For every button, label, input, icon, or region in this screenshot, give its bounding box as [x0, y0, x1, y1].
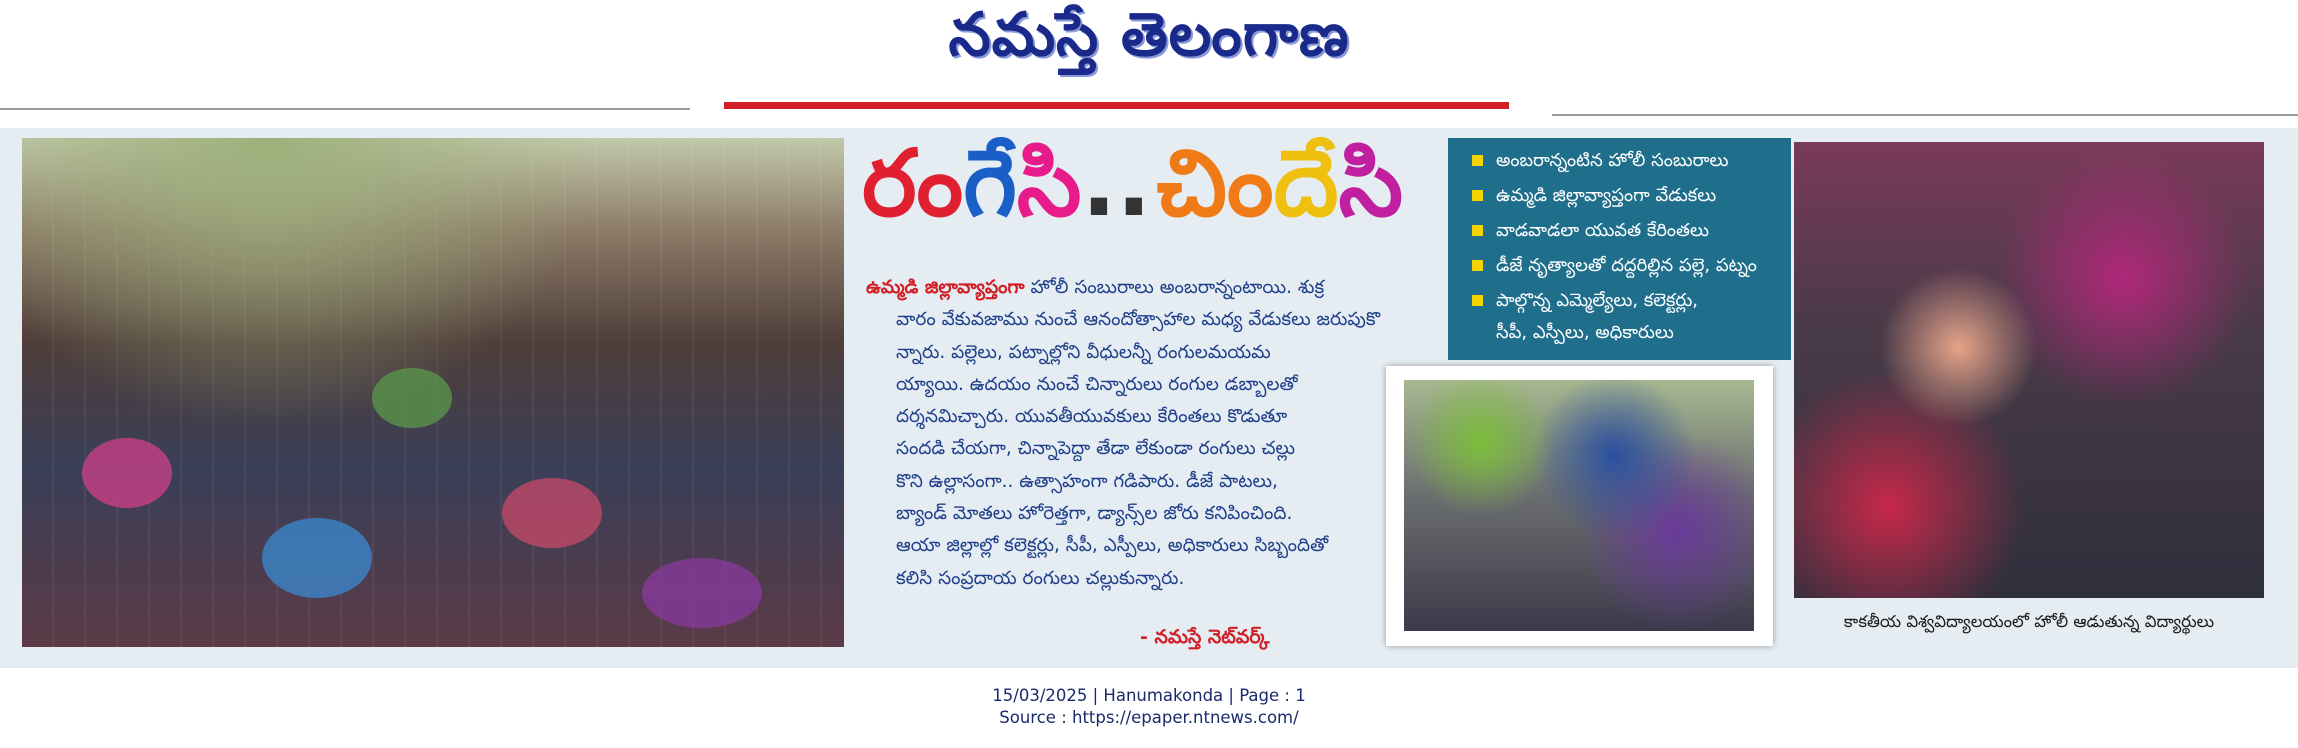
color-splash: [262, 518, 372, 598]
highlight-item: [1472, 253, 1757, 279]
bullet-square-icon: [1472, 155, 1483, 166]
highlight-text: సీపీ, ఎస్పీలు, అధికారులు: [1496, 322, 1674, 343]
divider-red: [724, 102, 1509, 109]
highlight-item-continued: [1496, 320, 1674, 346]
headline-part: గే: [963, 130, 1017, 237]
masthead: [0, 0, 2298, 110]
color-splash: [372, 368, 452, 428]
footer-source: Source : https://epaper.ntnews.com/: [999, 708, 1299, 727]
color-splash: [642, 558, 762, 628]
article-line: న్నారు. పల్లెలు, పట్నాల్లోని వీధులన్నీ రంగులమయమ: [896, 341, 1271, 363]
divider-left: [0, 108, 690, 110]
article-line: బ్యాండ్ మోతలు హోరెత్తగా, డ్యాన్స్‌ల జోరు కనిపించింది.: [896, 503, 1293, 525]
headline-part: దే: [1273, 130, 1339, 237]
headline-part: సి: [1338, 130, 1404, 237]
byline: - నమస్తే నెట్‌వర్క్: [1140, 626, 1270, 648]
color-splash: [82, 438, 172, 508]
footer-date-edition: 15/03/2025 | Hanumakonda | Page : 1: [992, 686, 1306, 705]
highlight-text: వాడవాడలా యువత కేరింతలు: [1496, 220, 1710, 241]
highlight-item: [1472, 183, 1716, 209]
headline: [862, 130, 1442, 260]
bullet-square-icon: [1472, 225, 1483, 236]
article-line: సందడి చేయగా, చిన్నాపెద్దా తేడా లేకుండా రంగులు చల్లు: [896, 438, 1296, 460]
headline-part: చిం: [1156, 130, 1274, 237]
bullet-square-icon: [1472, 295, 1483, 306]
students-holi-photo: [1794, 142, 2264, 598]
article-lead: ఉమ్మడి జిల్లావ్యాప్తంగా: [866, 277, 1025, 298]
article-line: ఆయా జిల్లాల్లో కలెక్టర్లు, సీపీ, ఎస్పీలు, అధికారులు సిబ్బందితో: [896, 535, 1329, 557]
highlight-text: ఉమ్మడి జిల్లావ్యాప్తంగా వేడుకలు: [1496, 185, 1717, 206]
article-line: య్యాయి. ఉదయం నుంచే చిన్నారులు రంగుల డబ్బాలతో: [896, 373, 1298, 395]
article-line: దర్శనమిచ్చారు. యువతీయువకులు కేరింతలు కొడుతూ: [896, 406, 1288, 428]
headline-part: ..: [1081, 130, 1152, 237]
article-line: కలిసి సంప్రదాయ రంగులు చల్లుకున్నారు.: [896, 567, 1185, 589]
highlight-item: [1472, 218, 1709, 244]
highlight-item: [1472, 148, 1728, 174]
article-line-1: [866, 272, 1406, 304]
crowd-holi-photo: [22, 138, 844, 647]
bullet-square-icon: [1472, 260, 1483, 271]
article-line: వారం వేకువజాము నుంచే ఆనందోత్సాహాల మధ్య వేడుకలు జరుపుకొ: [896, 309, 1381, 331]
article-line: కొని ఉల్లాసంగా.. ఉత్సాహంగా గడిపారు. డీజే పాటలు,: [896, 470, 1278, 492]
photo-caption: కాకతీయ విశ్వవిద్యాలయంలో హోలీ ఆడుతున్న విద్యార్థులు: [1843, 612, 2215, 631]
highlight-text: అంబరాన్నంటిన హోలీ సంబురాలు: [1496, 150, 1729, 171]
bullet-square-icon: [1472, 190, 1483, 201]
headline-part: సి: [1016, 130, 1082, 237]
girls-holi-photo: [1404, 380, 1754, 631]
divider-right: [1552, 114, 2298, 116]
highlight-item: [1472, 288, 1698, 314]
article-body: [866, 272, 1406, 595]
newspaper-title: నమస్తే తెలంగాణ: [948, 0, 1350, 70]
article-line-text: హోలీ సంబురాలు అంబరాన్నంటాయి. శుక్ర: [1024, 277, 1325, 298]
color-splash: [502, 478, 602, 548]
highlight-text: డీజే నృత్యాలతో దద్దరిల్లిన పల్లె, పట్నం: [1496, 255, 1757, 276]
highlights-box: [1448, 138, 1791, 360]
highlight-text: పాల్గొన్న ఎమ్మెల్యేలు, కలెక్టర్లు,: [1496, 290, 1699, 311]
headline-part: రం: [862, 130, 964, 237]
